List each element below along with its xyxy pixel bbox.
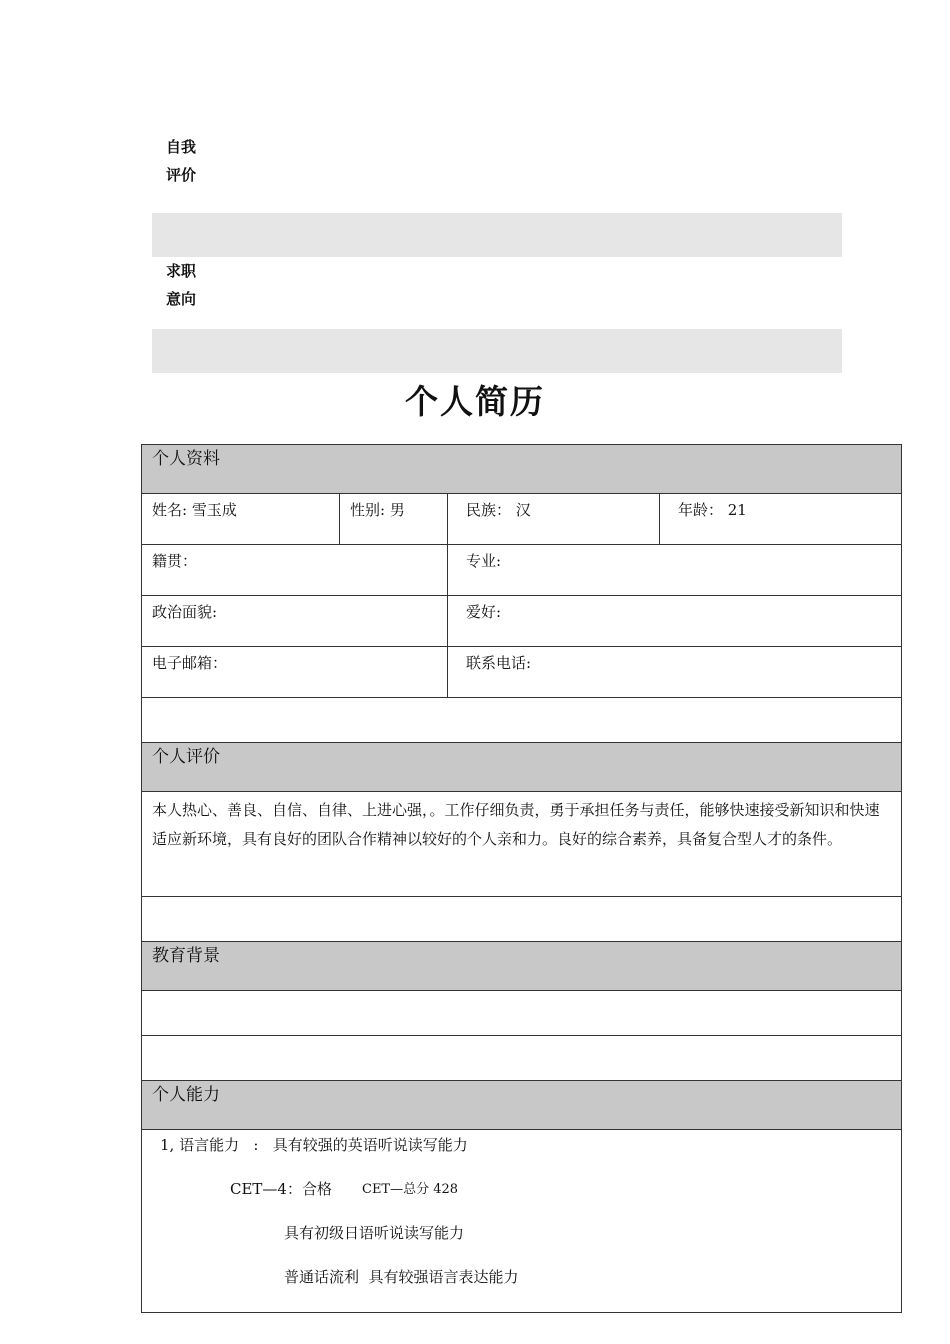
resume-table [141,444,902,1313]
ability-cell [142,1130,902,1313]
education-row [142,1036,902,1081]
self-evaluation-label: 自我 评价 [166,138,197,184]
hobby-cell: 爱好: [448,596,902,647]
hometown-cell: 籍贯： [142,545,448,596]
phone-cell: 联系电话: [448,647,902,698]
job-intent-label: 求职 意向 [166,262,197,308]
ability-cet4: CET—4：合格 [230,1180,332,1198]
ability-language: 1, 语言能力 : 具有较强的英语听说读写能力 [160,1136,468,1154]
blank-row [142,897,902,942]
ethnicity-cell: 民族： 汉 [448,494,660,545]
education-row [142,991,902,1036]
ability-japanese: 具有初级日语听说读写能力 [284,1224,465,1242]
ability-mandarin: 普通话流利 具有较强语言表达能力 [284,1268,519,1286]
page-title: 个人简历 [405,382,545,421]
major-cell: 专业: [448,545,902,596]
gender-cell: 性别: 男 [340,494,448,545]
evaluation-text: 本人热心、善良、自信、自律、上进心强，。工作仔细负责，勇于承担任务与责任，能够快速接受新知识和快速适应新环境，具有良好的团队合作精神以较好的个人亲和力。良好的综合素养，具备复合型人才的条件。 [142,792,902,897]
job-intent-bar [152,329,842,373]
section-personal-eval: 个人评价 [142,743,902,792]
blank-row [142,698,902,743]
name-cell: 姓名: 雪玉成 [142,494,340,545]
section-personal-info: 个人资料 [142,445,902,494]
section-ability: 个人能力 [142,1081,902,1130]
age-cell: 年龄： 21 [660,494,902,545]
ability-cet-score: CET—总分 428 [362,1182,459,1197]
email-cell: 电子邮箱： [142,647,448,698]
section-education: 教育背景 [142,942,902,991]
political-cell: 政治面貌: [142,596,448,647]
self-evaluation-bar [152,213,842,257]
